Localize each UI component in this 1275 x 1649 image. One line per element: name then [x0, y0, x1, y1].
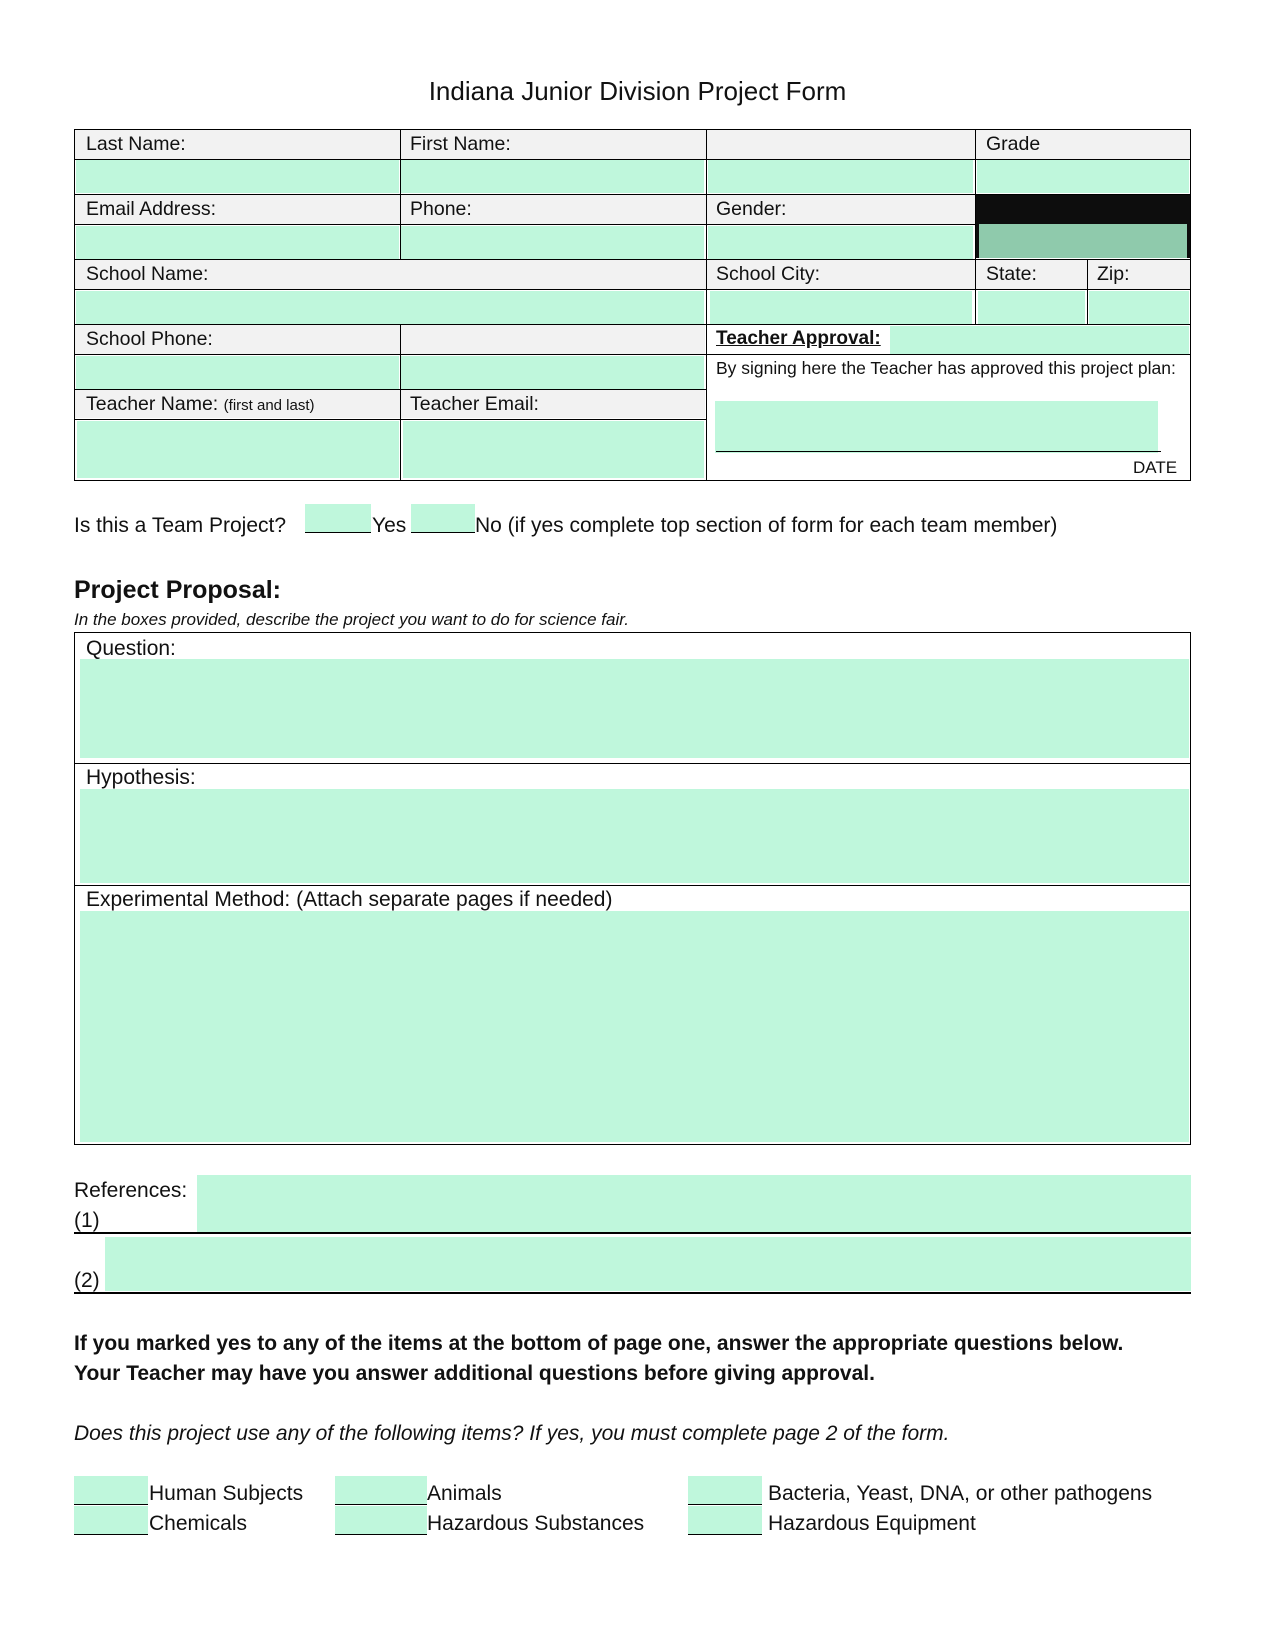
- proposal-heading: Project Proposal:: [74, 576, 281, 604]
- page-title: Indiana Junior Division Project Form: [428, 76, 847, 106]
- teacher-name-hint: (first and last): [223, 397, 315, 414]
- team-no-label: No (if yes complete top section of form for each team member): [475, 514, 1058, 537]
- team-yes-field[interactable]: [305, 504, 371, 533]
- chemicals-label: Chemicals: [149, 1512, 248, 1535]
- question-label: Question:: [86, 637, 176, 660]
- zip-label: Zip:: [1097, 263, 1130, 285]
- hazardous-equipment-label: Hazardous Equipment: [768, 1512, 976, 1535]
- team-no-field[interactable]: [411, 504, 475, 533]
- hazardous-substances-label: Hazardous Substances: [427, 1512, 645, 1535]
- hypothesis-label: Hypothesis:: [86, 766, 196, 789]
- reference-1-line: [74, 1232, 1191, 1234]
- school-city-label: School City:: [716, 263, 821, 285]
- items-question: Does this project use any of the following items? If yes, you must complete page 2 of the form.: [74, 1422, 950, 1445]
- signature-line: [716, 451, 1161, 452]
- reference-2-line: [74, 1292, 1191, 1294]
- bacteria-field[interactable]: [688, 1476, 762, 1505]
- method-label: Experimental Method: (Attach separate pages if needed): [86, 888, 613, 911]
- date-label: DATE: [1133, 458, 1178, 477]
- question-field[interactable]: [80, 659, 1189, 758]
- reference-1-label: (1): [74, 1209, 100, 1232]
- notice-line-1: If you marked yes to any of the items at the bottom of page one, answer the appropriate questions below.: [74, 1332, 1124, 1355]
- grade-label: Grade: [986, 133, 1041, 155]
- human-subjects-label: Human Subjects: [149, 1482, 304, 1505]
- first-name-label: First Name:: [410, 133, 511, 155]
- school-name-label: School Name:: [86, 263, 209, 285]
- team-yes-label: Yes: [372, 514, 407, 537]
- reference-2-field[interactable]: [105, 1237, 1191, 1291]
- teacher-email-label: Teacher Email:: [410, 393, 539, 415]
- teacher-approval-text: By signing here the Teacher has approved this project plan:: [716, 358, 1176, 378]
- hazardous-equipment-field[interactable]: [688, 1506, 762, 1535]
- animals-label: Animals: [427, 1482, 502, 1505]
- reference-2-label: (2): [74, 1269, 100, 1292]
- teacher-name-label: Teacher Name: (first and last): [86, 393, 315, 415]
- animals-field[interactable]: [335, 1476, 427, 1505]
- state-label: State:: [986, 263, 1037, 285]
- school-phone-label: School Phone:: [86, 328, 213, 350]
- method-field[interactable]: [80, 911, 1189, 1142]
- proposal-instructions: In the boxes provided, describe the project you want to do for science fair.: [74, 610, 630, 629]
- teacher-approval-heading: Teacher Approval:: [716, 328, 881, 349]
- human-subjects-field[interactable]: [74, 1476, 148, 1505]
- hypothesis-field[interactable]: [80, 789, 1189, 883]
- team-question: Is this a Team Project?: [74, 514, 287, 537]
- last-name-label: Last Name:: [86, 133, 186, 155]
- reference-1-field[interactable]: [197, 1175, 1191, 1232]
- references-label: References:: [74, 1179, 188, 1202]
- bacteria-label: Bacteria, Yeast, DNA, or other pathogens: [768, 1482, 1153, 1505]
- hazardous-substances-field[interactable]: [335, 1506, 427, 1535]
- notice-line-2: Your Teacher may have you answer additional questions before giving approval.: [74, 1362, 875, 1385]
- phone-label: Phone:: [410, 198, 472, 220]
- chemicals-field[interactable]: [74, 1506, 148, 1535]
- gender-label: Gender:: [716, 198, 787, 220]
- email-label: Email Address:: [86, 198, 217, 220]
